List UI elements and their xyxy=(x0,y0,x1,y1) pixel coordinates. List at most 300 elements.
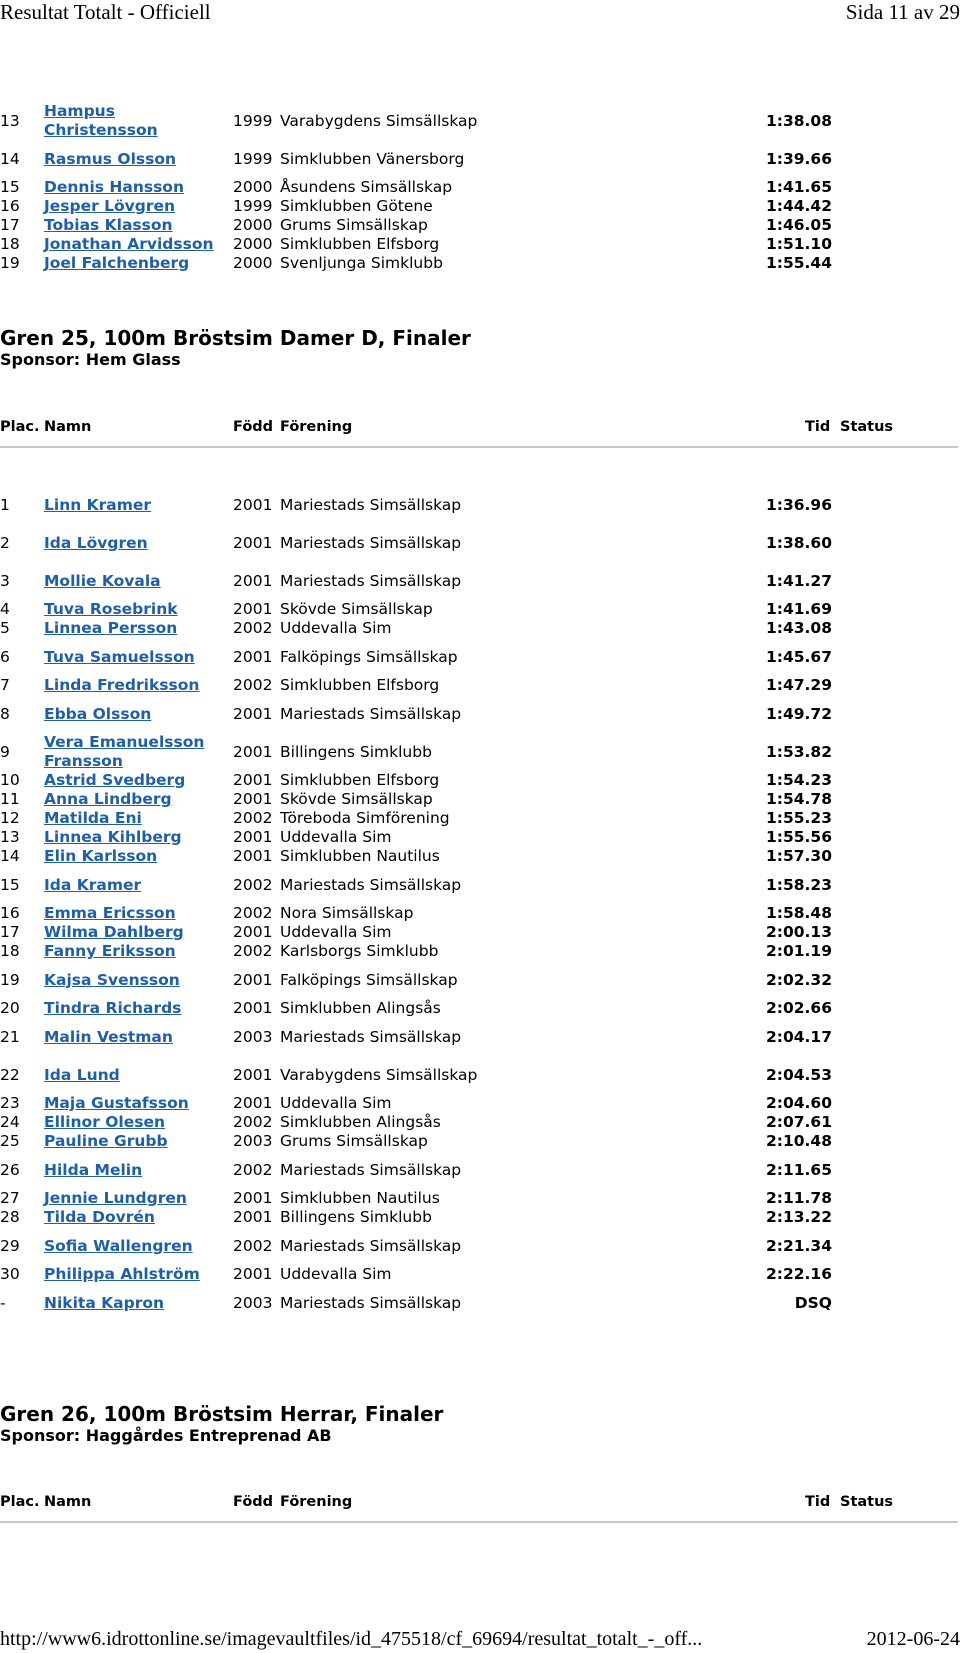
birth-year-cell xyxy=(233,828,277,847)
club-name: Uddevalla Sim xyxy=(280,828,392,846)
birth-year-cell xyxy=(233,1056,277,1094)
swimmer-name-cell xyxy=(44,1265,229,1284)
swimmer-name-cell xyxy=(44,178,229,197)
table-row xyxy=(0,1113,960,1132)
birth-year: 2002 xyxy=(233,809,273,827)
page-footer xyxy=(0,1628,960,1654)
swimmer-link[interactable]: Linda Fredriksson xyxy=(44,676,200,694)
col-name: Namn xyxy=(44,419,92,435)
swimmer-link[interactable]: Joel Falchenberg xyxy=(44,254,190,272)
swimmer-link[interactable]: Jesper Lövgren xyxy=(44,197,176,215)
table-row xyxy=(0,619,960,638)
club-name: Mariestads Simsällskap xyxy=(280,704,462,723)
result-time: 1:38.60 xyxy=(765,533,832,552)
placing-cell xyxy=(0,828,40,847)
club-name-cell xyxy=(280,619,480,638)
result-time-cell xyxy=(680,1189,832,1208)
placing-cell xyxy=(0,1018,40,1056)
birth-year: 2003 xyxy=(233,1132,273,1150)
birth-year-cell xyxy=(233,695,277,733)
result-time: 1:51.10 xyxy=(765,235,832,253)
swimmer-link[interactable]: Ellinor Olesen xyxy=(44,1113,166,1131)
birth-year-cell xyxy=(233,216,277,235)
swimmer-name-cell xyxy=(44,771,229,790)
swimmer-link[interactable]: Matilda Eni xyxy=(44,809,142,827)
birth-year: 2002 xyxy=(233,1160,273,1179)
swimmer-name-cell xyxy=(44,923,229,942)
club-name-cell xyxy=(280,942,480,961)
club-name: Simklubben Alingsås xyxy=(280,999,441,1017)
result-time: 2:10.48 xyxy=(765,1132,832,1150)
table-row xyxy=(0,695,960,733)
club-name-cell xyxy=(280,1284,480,1322)
birth-year-cell xyxy=(233,562,277,600)
birth-year-cell xyxy=(233,923,277,942)
result-time-cell xyxy=(680,638,832,676)
placing: 5 xyxy=(0,619,10,637)
placing-cell xyxy=(0,847,40,866)
birth-year-cell xyxy=(233,1094,277,1113)
result-time-cell xyxy=(680,942,832,961)
swimmer-link[interactable]: Dennis Hansson xyxy=(44,178,184,196)
table-row xyxy=(0,216,960,235)
birth-year-cell xyxy=(233,961,277,999)
swimmer-name-cell xyxy=(44,847,229,866)
placing: 13 xyxy=(0,111,20,130)
birth-year: 2001 xyxy=(233,1094,273,1112)
table-row xyxy=(0,1227,960,1265)
placing-cell xyxy=(0,197,40,216)
club-name-cell xyxy=(280,847,480,866)
placing-cell xyxy=(0,1132,40,1151)
club-name: Mariestads Simsällskap xyxy=(280,1293,462,1312)
table-row xyxy=(0,524,960,562)
placing-cell xyxy=(0,600,40,619)
placing: 14 xyxy=(0,847,20,865)
swimmer-name-cell xyxy=(44,102,229,140)
swimmer-name-cell xyxy=(44,904,229,923)
col-status: Status xyxy=(840,1494,894,1510)
table-row xyxy=(0,771,960,790)
club-name: Skövde Simsällskap xyxy=(280,790,433,808)
birth-year-cell xyxy=(233,140,277,178)
placing: 27 xyxy=(0,1189,20,1207)
swimmer-link[interactable]: Elin Karlsson xyxy=(44,847,158,865)
club-name: Mariestads Simsällskap xyxy=(280,571,462,590)
birth-year-cell xyxy=(233,524,277,562)
table-row xyxy=(0,923,960,942)
swimmer-name-cell xyxy=(44,600,229,619)
col-time: Tid xyxy=(805,1494,831,1510)
table-row xyxy=(0,1151,960,1189)
result-time: 2:04.60 xyxy=(765,1094,832,1112)
birth-year: 2002 xyxy=(233,904,273,922)
birth-year: 2000 xyxy=(233,254,273,272)
page-number: Sida 11 av 29 xyxy=(845,0,960,24)
swimmer-link[interactable]: Emma Ericsson xyxy=(44,904,176,922)
swimmer-link[interactable]: Philippa Ahlström xyxy=(44,1265,200,1283)
swimmer-link[interactable]: Sofia Wallengren xyxy=(44,1236,193,1255)
table-row xyxy=(0,1056,960,1094)
placing: 3 xyxy=(0,571,10,590)
result-time-cell xyxy=(680,178,832,197)
result-time-cell xyxy=(680,809,832,828)
swimmer-name-cell xyxy=(44,1113,229,1132)
birth-year: 2002 xyxy=(233,1236,273,1255)
placing-cell xyxy=(0,524,40,562)
event-25-section xyxy=(0,326,960,370)
placing: 16 xyxy=(0,197,20,215)
club-name-cell xyxy=(280,771,480,790)
swimmer-link[interactable]: Jennie Lundgren xyxy=(44,1189,187,1207)
swimmer-link[interactable]: Maja Gustafsson xyxy=(44,1094,189,1112)
result-time-cell xyxy=(680,216,832,235)
birth-year-cell xyxy=(233,999,277,1018)
swimmer-name-cell xyxy=(44,790,229,809)
birth-year: 1999 xyxy=(233,149,273,168)
swimmer-link[interactable]: Linnea Persson xyxy=(44,619,178,637)
placing: 7 xyxy=(0,676,10,694)
swimmer-name-cell xyxy=(44,254,229,273)
result-time: 1:55.56 xyxy=(765,828,832,846)
swimmer-link[interactable]: Wilma Dahlberg xyxy=(44,923,184,941)
birth-year: 2001 xyxy=(233,600,273,618)
birth-year-cell xyxy=(233,1151,277,1189)
club-name: Varabygdens Simsällskap xyxy=(280,1065,478,1084)
swimmer-name-cell xyxy=(44,486,229,524)
result-time: 2:22.16 xyxy=(765,1265,832,1283)
club-name: Mariestads Simsällskap xyxy=(280,1027,462,1046)
birth-year: 2001 xyxy=(233,704,273,723)
club-name-cell xyxy=(280,140,480,178)
birth-year-cell xyxy=(233,847,277,866)
swimmer-link[interactable]: Linnea Kihlberg xyxy=(44,828,182,846)
result-time: 2:11.78 xyxy=(765,1189,832,1207)
placing-cell xyxy=(0,1056,40,1094)
table-row xyxy=(0,866,960,904)
club-name-cell xyxy=(280,866,480,904)
divider xyxy=(0,1521,958,1523)
swimmer-name-cell xyxy=(44,1018,229,1056)
swimmer-link[interactable]: Ida Lövgren xyxy=(44,533,148,552)
result-time: 1:57.30 xyxy=(765,847,832,865)
swimmer-link[interactable]: Ebba Olsson xyxy=(44,704,152,723)
divider xyxy=(0,446,958,448)
birth-year: 1999 xyxy=(233,197,273,215)
result-time-cell xyxy=(680,1056,832,1094)
birth-year: 2002 xyxy=(233,875,273,894)
swimmer-link[interactable]: Jonathan Arvidsson xyxy=(44,235,214,253)
event-25-column-headers xyxy=(0,419,960,439)
club-name-cell xyxy=(280,1018,480,1056)
swimmer-link[interactable]: Malin Vestman xyxy=(44,1027,173,1046)
placing-cell xyxy=(0,999,40,1018)
placing: 20 xyxy=(0,999,20,1017)
result-time-cell xyxy=(680,562,832,600)
club-name: Billingens Simklubb xyxy=(280,1208,432,1226)
placing: 19 xyxy=(0,254,20,272)
birth-year: 2001 xyxy=(233,970,273,989)
col-club: Förening xyxy=(280,1494,353,1510)
birth-year-cell xyxy=(233,1208,277,1227)
table-row xyxy=(0,254,960,273)
birth-year-cell xyxy=(233,197,277,216)
placing: 8 xyxy=(0,704,10,723)
club-name-cell xyxy=(280,524,480,562)
result-time: 2:01.19 xyxy=(765,942,832,960)
club-name: Mariestads Simsällskap xyxy=(280,533,462,552)
club-name-cell xyxy=(280,790,480,809)
club-name-cell xyxy=(280,1151,480,1189)
result-time-cell xyxy=(680,1284,832,1322)
result-time-cell xyxy=(680,790,832,809)
col-club: Förening xyxy=(280,419,353,435)
swimmer-link[interactable]: Tuva Samuelsson xyxy=(44,647,195,666)
event-26-title: Gren 26, 100m Bröstsim Herrar, Finaler xyxy=(0,1402,444,1426)
swimmer-name-cell xyxy=(44,733,229,771)
birth-year-cell xyxy=(233,733,277,771)
club-name: Falköpings Simsällskap xyxy=(280,647,458,666)
birth-year-cell xyxy=(233,866,277,904)
placing-cell xyxy=(0,619,40,638)
birth-year: 2003 xyxy=(233,1293,273,1312)
placing-cell xyxy=(0,178,40,197)
placing: 15 xyxy=(0,178,20,196)
placing-cell xyxy=(0,1189,40,1208)
result-time: 1:46.05 xyxy=(765,216,832,234)
result-time-cell xyxy=(680,486,832,524)
previous-results-table xyxy=(0,102,960,273)
club-name-cell xyxy=(280,904,480,923)
swimmer-link[interactable]: Tobias Klasson xyxy=(44,216,173,234)
placing: 12 xyxy=(0,809,20,827)
birth-year: 2001 xyxy=(233,1265,273,1283)
result-time: 2:07.61 xyxy=(765,1113,832,1131)
col-plac: Plac. xyxy=(0,419,40,435)
result-time-cell xyxy=(680,1018,832,1056)
placing-cell xyxy=(0,923,40,942)
col-name: Namn xyxy=(44,1494,92,1510)
table-row xyxy=(0,1189,960,1208)
result-time: 1:58.23 xyxy=(765,875,832,894)
birth-year: 2002 xyxy=(233,942,273,960)
result-time-cell xyxy=(680,1208,832,1227)
club-name: Karlsborgs Simklubb xyxy=(280,942,439,960)
col-time: Tid xyxy=(805,419,831,435)
result-time-cell xyxy=(680,695,832,733)
club-name: Nora Simsällskap xyxy=(280,904,414,922)
birth-year: 2001 xyxy=(233,1208,273,1226)
placing: 28 xyxy=(0,1208,20,1226)
birth-year: 2001 xyxy=(233,999,273,1017)
birth-year-cell xyxy=(233,771,277,790)
result-time: 1:36.96 xyxy=(765,495,832,514)
placing: 4 xyxy=(0,600,10,618)
swimmer-name-cell xyxy=(44,1208,229,1227)
placing-cell xyxy=(0,638,40,676)
birth-year: 2001 xyxy=(233,742,273,761)
birth-year: 2001 xyxy=(233,495,273,514)
swimmer-link[interactable]: Mollie Kovala xyxy=(44,571,161,590)
swimmer-link[interactable]: Vera Emanuelsson Fransson xyxy=(44,733,205,770)
birth-year: 2001 xyxy=(233,1189,273,1207)
placing-cell xyxy=(0,676,40,695)
result-time: 1:58.48 xyxy=(765,904,832,922)
birth-year-cell xyxy=(233,486,277,524)
swimmer-link[interactable]: Pauline Grubb xyxy=(44,1132,168,1150)
table-row xyxy=(0,961,960,999)
club-name: Töreboda Simförening xyxy=(280,809,450,827)
birth-year-cell xyxy=(233,1113,277,1132)
club-name-cell xyxy=(280,197,480,216)
club-name: Grums Simsällskap xyxy=(280,1132,428,1150)
table-row xyxy=(0,1132,960,1151)
table-row xyxy=(0,790,960,809)
placing-cell xyxy=(0,140,40,178)
table-row xyxy=(0,600,960,619)
birth-year: 2001 xyxy=(233,1065,273,1084)
swimmer-name-cell xyxy=(44,1132,229,1151)
swimmer-link[interactable]: Astrid Svedberg xyxy=(44,771,186,789)
swimmer-link[interactable]: Tilda Dovrén xyxy=(44,1208,155,1226)
result-time-cell xyxy=(680,619,832,638)
placing-cell xyxy=(0,216,40,235)
swimmer-link[interactable]: Anna Lindberg xyxy=(44,790,172,808)
result-time: 2:00.13 xyxy=(765,923,832,941)
club-name-cell xyxy=(280,638,480,676)
table-row xyxy=(0,847,960,866)
club-name-cell xyxy=(280,1227,480,1265)
placing-cell xyxy=(0,1284,40,1322)
result-time-cell xyxy=(680,1227,832,1265)
placing-cell xyxy=(0,254,40,273)
birth-year: 2001 xyxy=(233,790,273,808)
table-row xyxy=(0,562,960,600)
club-name-cell xyxy=(280,999,480,1018)
placing-cell xyxy=(0,235,40,254)
birth-year: 2002 xyxy=(233,1113,273,1131)
result-time-cell xyxy=(680,1113,832,1132)
result-time: 2:11.65 xyxy=(765,1160,832,1179)
placing-cell xyxy=(0,790,40,809)
swimmer-name-cell xyxy=(44,1189,229,1208)
result-time: 1:43.08 xyxy=(765,619,832,637)
swimmer-link[interactable]: Nikita Kapron xyxy=(44,1293,165,1312)
club-name: Åsundens Simsällskap xyxy=(280,178,453,196)
result-time: 2:02.66 xyxy=(765,999,832,1017)
result-time: 1:38.08 xyxy=(765,111,832,130)
result-time-cell xyxy=(680,1151,832,1189)
birth-year: 2001 xyxy=(233,647,273,666)
club-name-cell xyxy=(280,1189,480,1208)
birth-year: 1999 xyxy=(233,111,273,130)
placing-cell xyxy=(0,733,40,771)
placing: 29 xyxy=(0,1236,20,1255)
placing-cell xyxy=(0,1094,40,1113)
birth-year-cell xyxy=(233,178,277,197)
placing: 13 xyxy=(0,828,20,846)
placing: 17 xyxy=(0,216,20,234)
placing-cell xyxy=(0,1227,40,1265)
result-time: 1:39.66 xyxy=(765,149,832,168)
swimmer-link[interactable]: Linn Kramer xyxy=(44,495,152,514)
placing: 11 xyxy=(0,790,20,808)
result-time-cell xyxy=(680,733,832,771)
event-26-section xyxy=(0,1402,960,1446)
club-name-cell xyxy=(280,923,480,942)
swimmer-link[interactable]: Kajsa Svensson xyxy=(44,970,180,989)
result-time-cell xyxy=(680,254,832,273)
placing: 2 xyxy=(0,533,10,552)
placing-cell xyxy=(0,942,40,961)
result-time-cell xyxy=(680,771,832,790)
table-row xyxy=(0,904,960,923)
birth-year-cell xyxy=(233,638,277,676)
result-time: 2:02.32 xyxy=(765,970,832,989)
swimmer-name-cell xyxy=(44,809,229,828)
result-time: 1:41.69 xyxy=(765,600,832,618)
club-name: Simklubben Nautilus xyxy=(280,847,440,865)
club-name-cell xyxy=(280,562,480,600)
swimmer-name-cell xyxy=(44,1151,229,1189)
swimmer-link[interactable]: Hilda Melin xyxy=(44,1160,143,1179)
club-name-cell xyxy=(280,235,480,254)
club-name-cell xyxy=(280,809,480,828)
birth-year-cell xyxy=(233,904,277,923)
club-name-cell xyxy=(280,1265,480,1284)
birth-year: 2001 xyxy=(233,533,273,552)
birth-year: 2000 xyxy=(233,216,273,234)
birth-year-cell xyxy=(233,1018,277,1056)
result-time: DSQ xyxy=(794,1293,832,1312)
club-name-cell xyxy=(280,1094,480,1113)
result-time-cell xyxy=(680,235,832,254)
swimmer-name-cell xyxy=(44,524,229,562)
birth-year: 2001 xyxy=(233,847,273,865)
event-25-title: Gren 25, 100m Bröstsim Damer D, Finaler xyxy=(0,326,471,350)
birth-year: 2001 xyxy=(233,771,273,789)
club-name-cell xyxy=(280,961,480,999)
swimmer-link[interactable]: Fanny Eriksson xyxy=(44,942,176,960)
swimmer-link[interactable]: Tuva Rosebrink xyxy=(44,600,178,618)
club-name-cell xyxy=(280,676,480,695)
placing-cell xyxy=(0,562,40,600)
swimmer-link[interactable]: Tindra Richards xyxy=(44,999,182,1017)
club-name: Mariestads Simsällskap xyxy=(280,1236,462,1255)
placing-cell xyxy=(0,904,40,923)
club-name: Simklubben Nautilus xyxy=(280,1189,440,1207)
placing-cell xyxy=(0,771,40,790)
swimmer-link[interactable]: Ida Kramer xyxy=(44,875,142,894)
club-name-cell xyxy=(280,1056,480,1094)
swimmer-name-cell xyxy=(44,1056,229,1094)
birth-year-cell xyxy=(233,790,277,809)
placing: 15 xyxy=(0,875,20,894)
birth-year-cell xyxy=(233,1227,277,1265)
birth-year: 2001 xyxy=(233,923,273,941)
birth-year: 2000 xyxy=(233,178,273,196)
club-name-cell xyxy=(280,600,480,619)
placing: 18 xyxy=(0,235,20,253)
club-name-cell xyxy=(280,216,480,235)
club-name-cell xyxy=(280,1132,480,1151)
club-name: Simklubben Alingsås xyxy=(280,1113,441,1131)
placing: 16 xyxy=(0,904,20,922)
swimmer-link[interactable]: Hampus Christensson xyxy=(44,102,158,139)
swimmer-link[interactable]: Rasmus Olsson xyxy=(44,149,177,168)
swimmer-link[interactable]: Ida Lund xyxy=(44,1065,120,1084)
result-time-cell xyxy=(680,102,832,140)
